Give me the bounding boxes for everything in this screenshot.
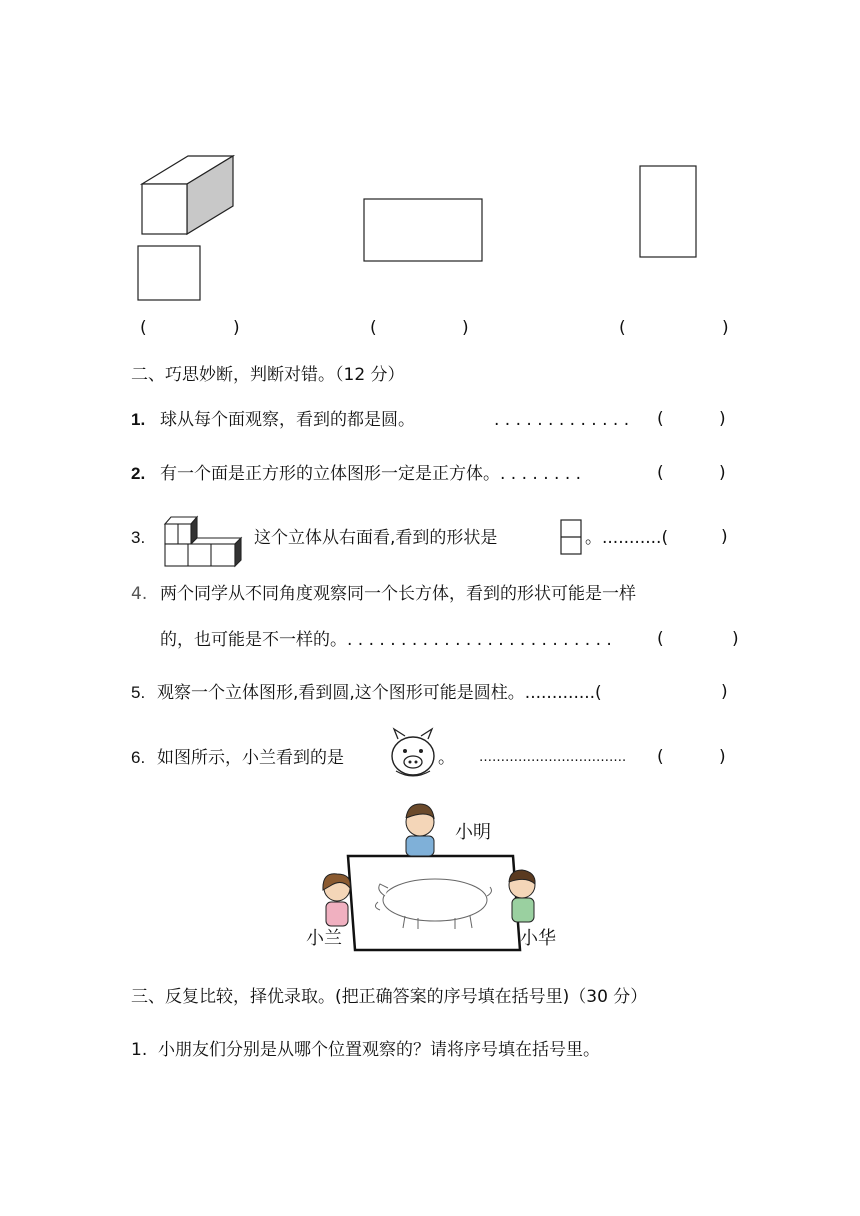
item2-paren-right: ) <box>719 463 726 483</box>
section3-question1: 1. 小朋友们分别是从哪个位置观察的？请将序号填在括号里。 <box>131 1040 601 1060</box>
item3-text: 这个立体从右面看,看到的形状是 <box>254 528 498 548</box>
item1-paren-left: ( <box>657 409 664 429</box>
item4-number: 4. <box>131 584 148 604</box>
scene-label-xiaolan: 小兰 <box>306 928 342 949</box>
section3-heading: 三、反复比较，择优录取。(把正确答案的序号填在括号里)（30 分） <box>131 987 648 1007</box>
item2-number: 2. <box>131 464 146 483</box>
rectangle-figure <box>363 198 485 264</box>
answer-paren-left-1: ( <box>140 318 147 338</box>
item6-text: 如图所示，小兰看到的是 <box>157 748 344 768</box>
answer-paren-right-2: ) <box>462 318 469 338</box>
scene-label-xiaohua: 小华 <box>520 928 556 949</box>
item1-text: 球从每个面观察，看到的都是圆。 <box>160 410 415 430</box>
item4-paren-left: ( <box>657 629 664 649</box>
tall-rectangle-figure <box>639 165 699 260</box>
answer-paren-right-3: ) <box>722 318 729 338</box>
answer-paren-right-1: ) <box>233 318 240 338</box>
item1-number: 1. <box>131 410 146 429</box>
item4-text-line2: 的，也可能是不一样的。. . . . . . . . . . . . . . . . . . . . . . . . . <box>160 630 612 650</box>
item5-paren-right: ) <box>721 682 728 702</box>
item3-number: 3. <box>131 528 146 547</box>
item6-paren-right: ) <box>719 747 726 767</box>
item5-number: 5. <box>131 683 146 702</box>
answer-paren-left-2: ( <box>370 318 377 338</box>
scene-label-xiaoming: 小明 <box>455 822 491 843</box>
item3-tail: 。...........( <box>585 528 669 548</box>
item6-tail: 。 <box>438 748 455 768</box>
answer-paren-left-3: ( <box>619 318 626 338</box>
pig-face-icon <box>386 727 440 781</box>
item3-paren-right: ) <box>721 527 728 547</box>
item2-paren-left: ( <box>657 463 664 483</box>
item1-dots: . . . . . . . . . . . . . <box>494 410 630 430</box>
item6-paren-left: ( <box>657 747 664 767</box>
cuboid-figure <box>130 150 240 310</box>
section2-heading: 二、巧思妙断，判断对错。（12 分） <box>131 365 405 385</box>
cube-stack-figure <box>160 510 245 570</box>
item4-text: 两个同学从不同角度观察同一个长方体，看到的形状可能是一样 <box>160 584 636 604</box>
item4-paren-right: ) <box>732 629 739 649</box>
item6-number: 6. <box>131 748 146 767</box>
item2-text: 有一个面是正方形的立体图形一定是正方体。. . . . . . . . <box>160 464 582 484</box>
item5-text: 观察一个立体图形,看到圆,这个图形可能是圆柱。.............( <box>157 683 602 703</box>
answer-shape-figure <box>559 518 585 558</box>
item6-dots: ……………………………. <box>479 750 627 765</box>
item1-paren-right: ) <box>719 409 726 429</box>
